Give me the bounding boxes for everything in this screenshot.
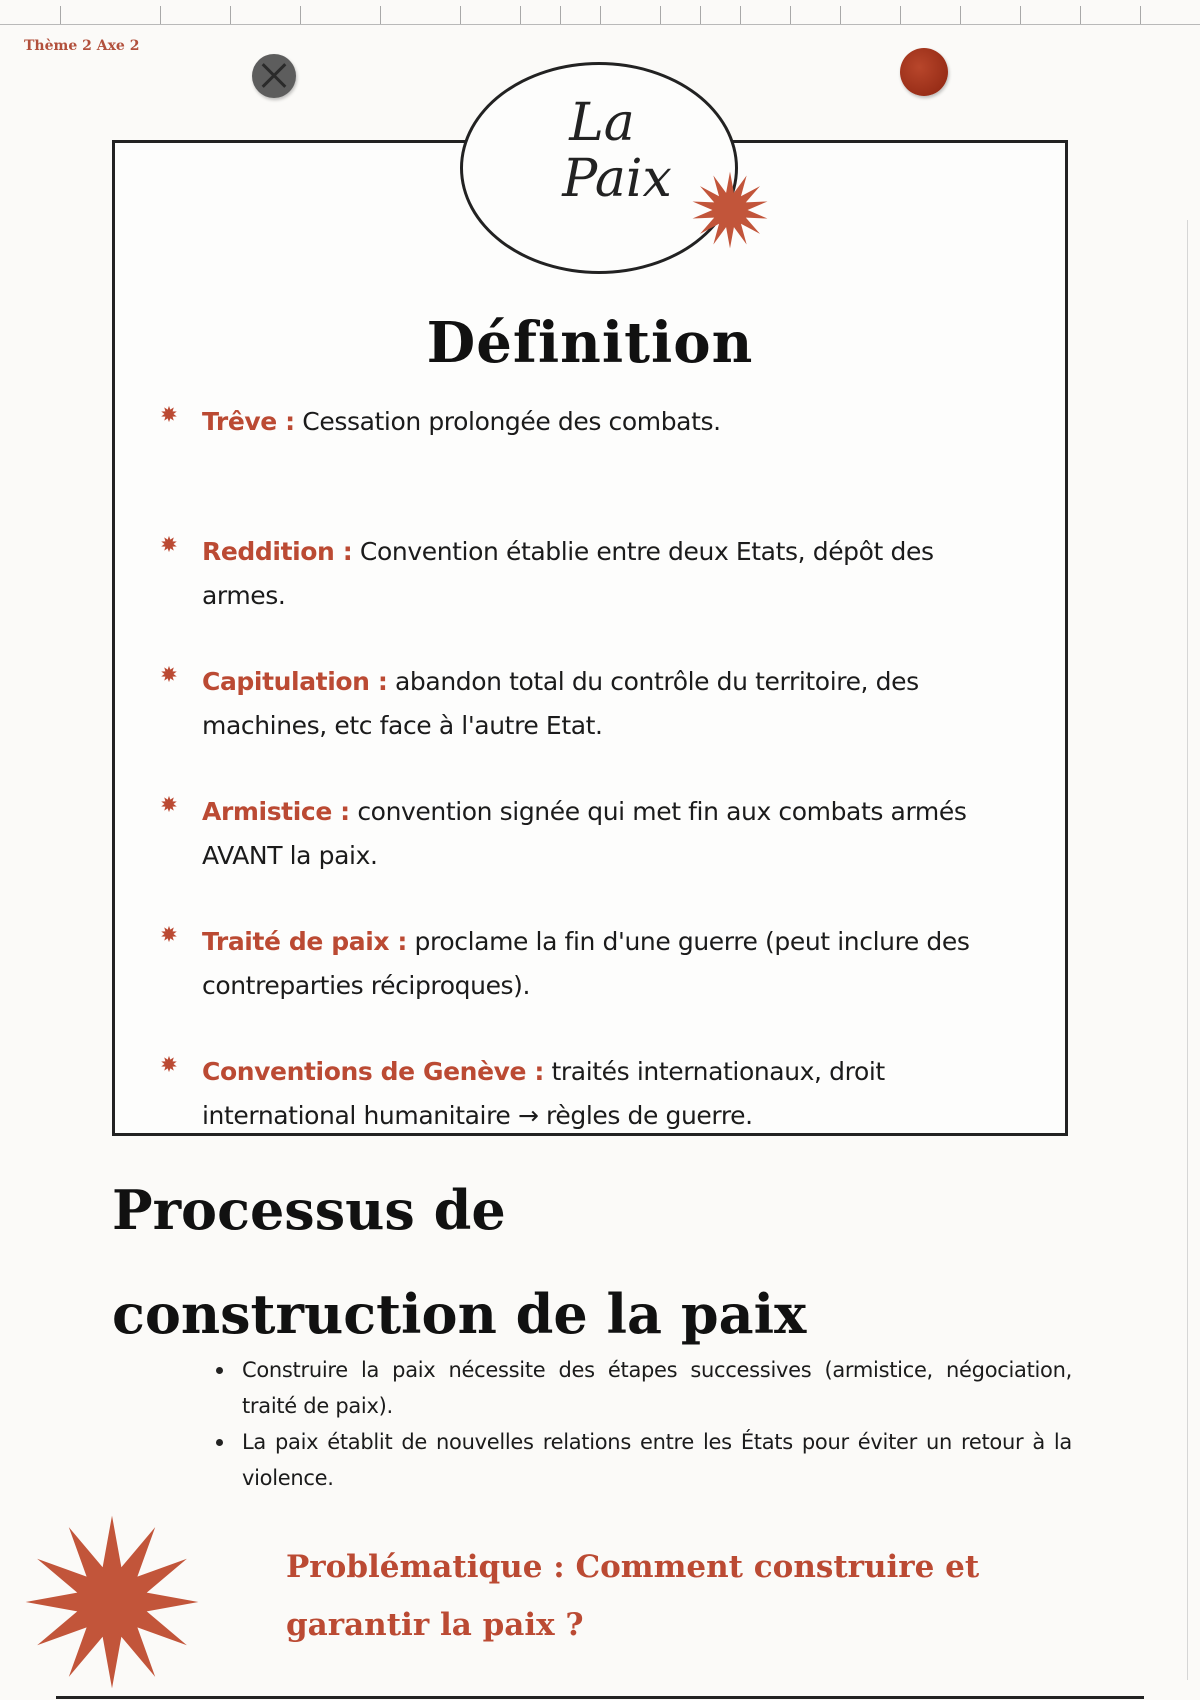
bottom-divider: [56, 1696, 1144, 1699]
bullet-star-icon: [160, 405, 178, 423]
bullet-dot-icon: [216, 1439, 223, 1446]
definition-text: Cessation prolongée des combats.: [294, 407, 721, 436]
section-title-line-2: construction de la paix: [112, 1282, 807, 1346]
definition-text: abandon total du contrôle du territoire, des machines, etc face à l'autre Etat.: [202, 667, 919, 740]
section-points: [216, 1352, 1072, 1496]
definition-item: [160, 920, 1000, 1050]
bullet-star-icon: [160, 925, 178, 943]
definition-term: Traité de paix :: [202, 927, 408, 956]
definition-heading: Définition: [426, 310, 754, 376]
definition-text: convention signée qui met fin aux combats armés AVANT la paix.: [202, 797, 967, 870]
bullet-star-icon: [160, 535, 178, 553]
definition-term: Armistice :: [202, 797, 350, 826]
definition-item: [160, 660, 1000, 790]
definition-item: [160, 400, 1000, 530]
bullet-star-icon: [160, 665, 178, 683]
definition-item: [160, 790, 1000, 920]
large-star-icon: [22, 1512, 202, 1692]
definition-text: traités internationaux, droit international humanitaire → règles de guerre.: [202, 1057, 885, 1130]
definition-term: Capitulation :: [202, 667, 388, 696]
right-margin-line: [1187, 220, 1188, 1680]
definition-list: [160, 400, 1000, 1180]
definition-term: Reddition :: [202, 537, 353, 566]
bullet-star-icon: [160, 1055, 178, 1073]
red-pin-icon: [900, 48, 948, 96]
list-item: Construire la paix nécessite des étapes successives (armistice, négociation, traité de paix).: [216, 1352, 1072, 1424]
top-ruler: [0, 0, 1200, 25]
definition-term: Trêve :: [202, 407, 295, 436]
problematique: Problématique : Comment construire et garantir la paix ?: [286, 1549, 980, 1643]
definition-text: Convention établie entre deux Etats, dépôt des armes.: [202, 537, 934, 610]
theme-label: Thème 2 Axe 2: [24, 38, 140, 54]
definition-text: proclame la fin d'une guerre (peut inclure des contreparties réciproques).: [202, 927, 970, 1000]
gray-pin-icon: [252, 54, 296, 98]
section-title-line-1: Processus de: [112, 1178, 506, 1242]
list-item: La paix établit de nouvelles relations entre les États pour éviter un retour à la violence.: [216, 1424, 1072, 1496]
definition-term: Conventions de Genève :: [202, 1057, 544, 1086]
definition-item: [160, 530, 1000, 660]
bullet-dot-icon: [216, 1367, 223, 1374]
star-icon: [690, 170, 770, 250]
title-line-1: La: [569, 93, 635, 153]
section-title: [112, 1158, 1012, 1366]
title-line-2: Paix: [562, 149, 672, 209]
bullet-star-icon: [160, 795, 178, 813]
